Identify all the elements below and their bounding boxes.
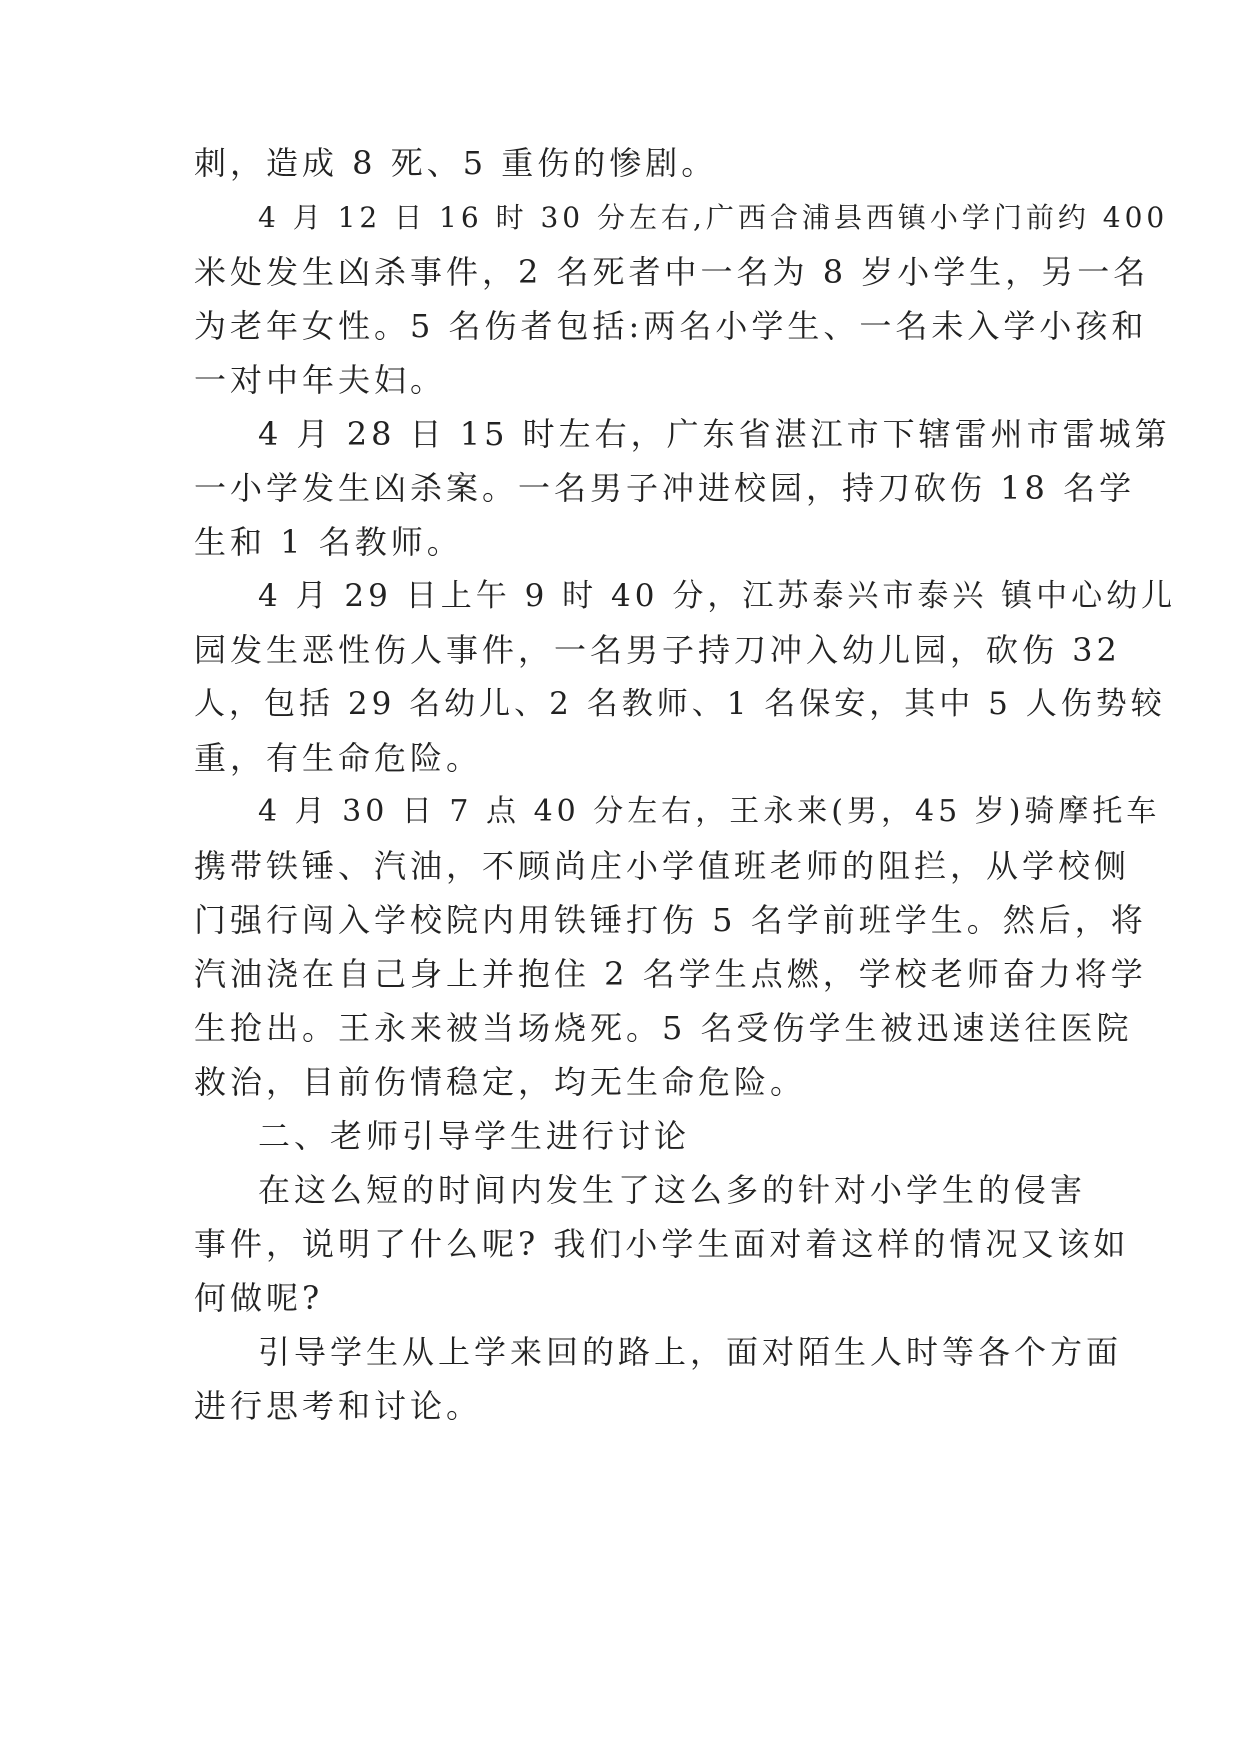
paragraph-4-line-2: 园发生恶性伤人事件，一名男子持刀冲入幼儿园，砍伤 32	[194, 631, 1121, 669]
paragraph-4-line-4: 重，有生命危险。	[194, 739, 483, 777]
section-heading: 二、老师引导学生进行讨论	[258, 1117, 691, 1155]
paragraph-2-line-2: 米处发生凶杀事件，2 名死者中一名为 8 岁小学生，另一名	[194, 253, 1150, 291]
paragraph-3-line-3: 生和 1 名教师。	[194, 523, 463, 561]
paragraph-4-line-3: 人，包括 29 名幼儿、2 名教师、1 名保安，其中 5 人伤势较	[194, 686, 1166, 722]
paragraph-6-line-1: 在这么短的时间内发生了这么多的针对小学生的侵害	[258, 1171, 1087, 1209]
paragraph-5-line-5: 生抢出。王永来被当场烧死。5 名受伤学生被迅速送往医院	[194, 1009, 1133, 1047]
paragraph-3-line-1: 4 月 28 日 15 时左右，广东省湛江市下辖雷州市雷城第	[258, 415, 1171, 453]
paragraph-5-line-3: 门强行闯入学校院内用铁锤打伤 5 名学前班学生。然后，将	[194, 901, 1147, 939]
paragraph-5-line-1: 4 月 30 日 7 点 40 分左右，王永来(男，45 岁)骑摩托车	[258, 794, 1161, 829]
paragraph-5-line-4: 汽油浇在自己身上并抱住 2 名学生点燃，学校老师奋力将学	[194, 955, 1147, 993]
paragraph-6-line-3: 何做呢?	[194, 1279, 324, 1317]
paragraph-2-line-4: 一对中年夫妇。	[194, 361, 447, 399]
paragraph-3-line-2: 一小学发生凶杀案。一名男子冲进校园，持刀砍伤 18 名学	[194, 469, 1136, 507]
paragraph-1-line-1: 刺，造成 8 死、5 重伤的惨剧。	[194, 144, 718, 182]
paragraph-2-line-3: 为老年女性。5 名伤者包括:两名小学生、一名未入学小孩和	[194, 307, 1148, 345]
paragraph-6-line-2: 事件，说明了什么呢? 我们小学生面对着这样的情况又该如	[194, 1225, 1130, 1263]
paragraph-5-line-2: 携带铁锤、汽油，不顾尚庄小学值班老师的阻拦，从学校侧	[194, 847, 1131, 885]
paragraph-5-line-6: 救治，目前伤情稳定，均无生命危险。	[194, 1063, 807, 1101]
paragraph-7-line-1: 引导学生从上学来回的路上，面对陌生人时等各个方面	[258, 1333, 1123, 1371]
paragraph-7-line-2: 进行思考和讨论。	[194, 1387, 483, 1425]
paragraph-4-line-1: 4 月 29 日上午 9 时 40 分，江苏泰兴市泰兴 镇中心幼儿	[258, 578, 1177, 614]
paragraph-2-line-1: 4 月 12 日 16 时 30 分左右,广西合浦县西镇小学门前约 400	[258, 201, 1169, 234]
